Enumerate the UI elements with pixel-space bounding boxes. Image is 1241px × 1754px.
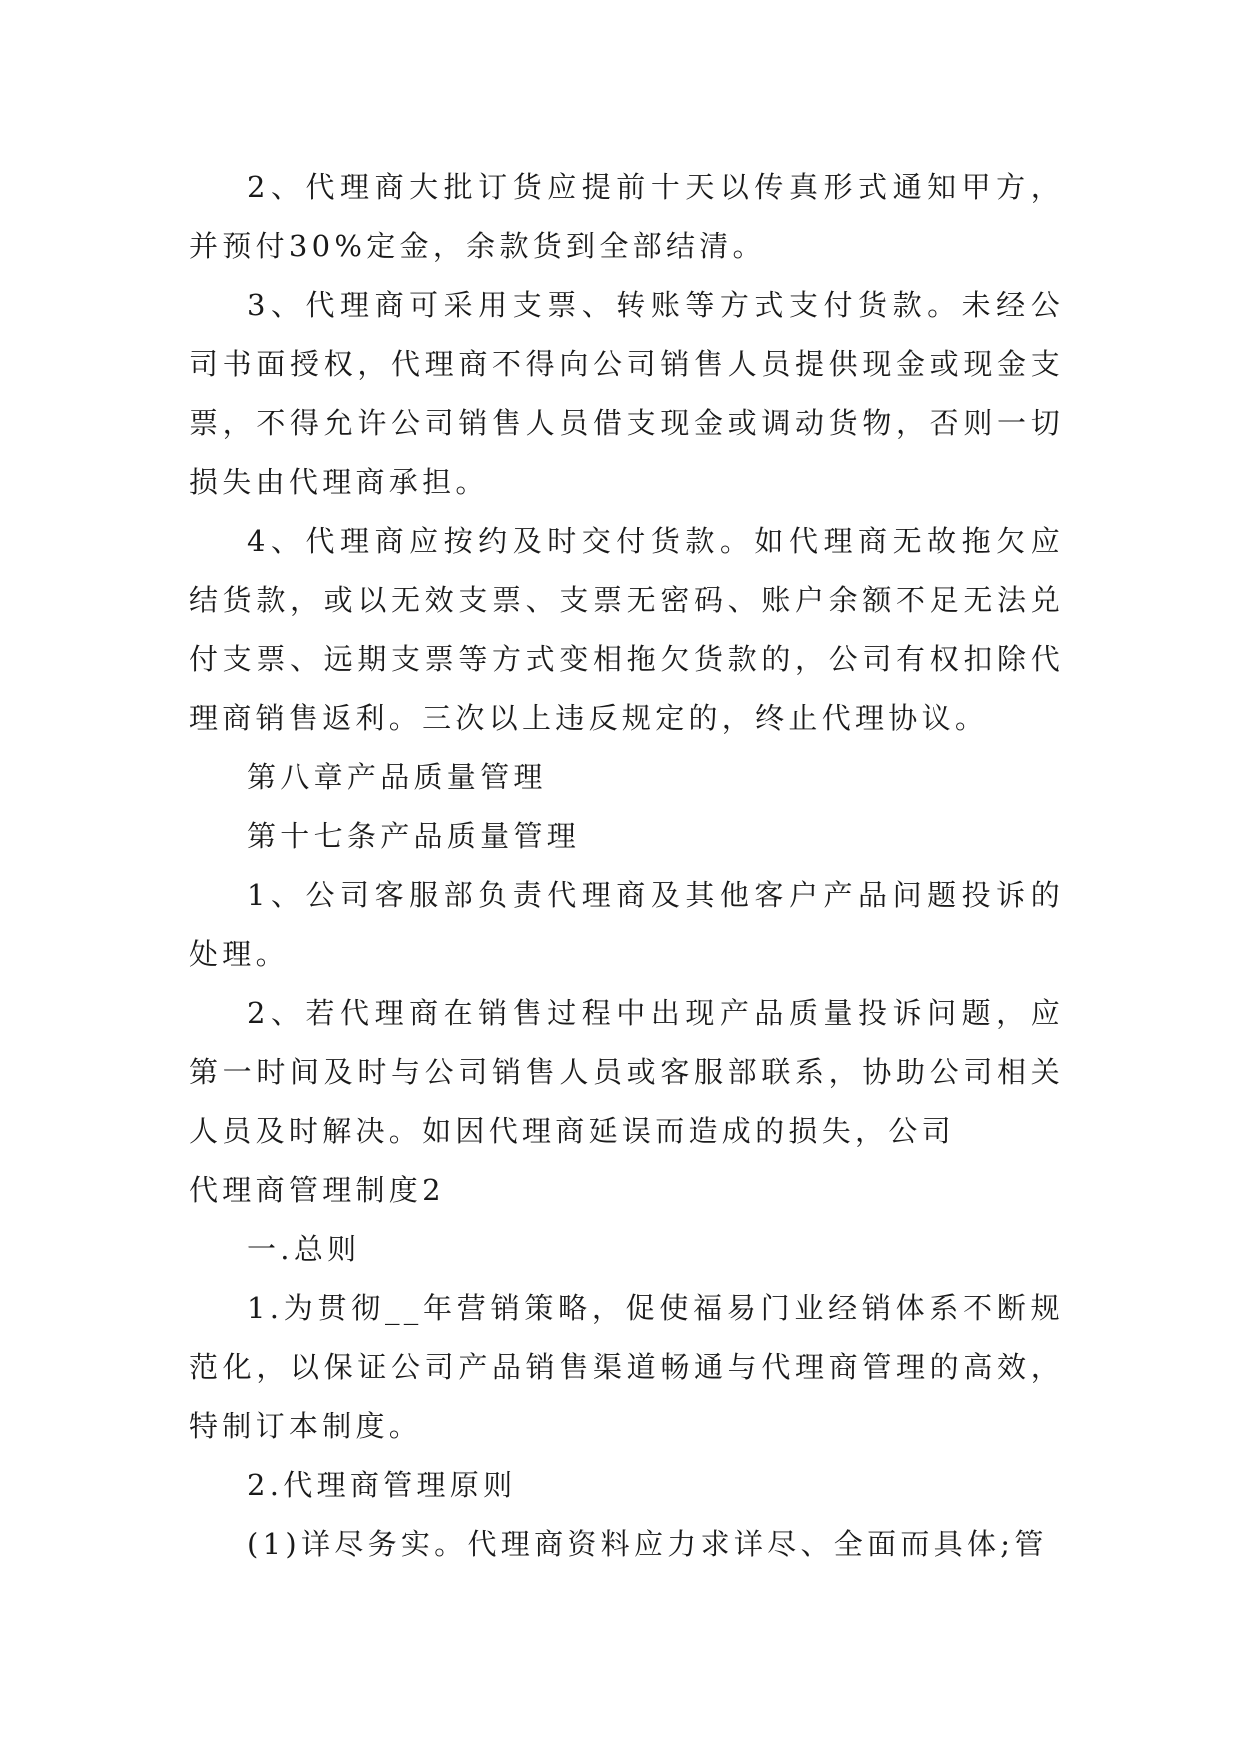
paragraph-payment-advance: 2、代理商大批订货应提前十天以传真形式通知甲方，并预付30%定金，余款货到全部结清。: [189, 170, 1064, 263]
paragraph-principle-1: (1)详尽务实。代理商资料应力求详尽、全面而具体;管: [247, 1527, 1048, 1561]
paragraph-principles-heading: 2.代理商管理原则: [247, 1468, 517, 1502]
paragraph-purpose: 1.为贯彻__年营销策略，促使福易门业经销体系不断规范化，以保证公司产品销售渠道畅通与代理商管理的高效，特制订本制度。: [189, 1291, 1064, 1443]
paragraph-complaint-handling: 1、公司客服部负责代理商及其他客户产品问题投诉的处理。: [189, 878, 1064, 971]
section-heading: 一.总则: [247, 1232, 361, 1266]
paragraph-payment-methods: 3、代理商可采用支票、转账等方式支付货款。未经公司书面授权，代理商不得向公司销售人员提供现金或现金支票，不得允许公司销售人员借支现金或调动货物，否则一切损失由代理商承担。: [189, 288, 1064, 499]
chapter-heading: 第八章产品质量管理: [247, 760, 547, 794]
article-heading: 第十七条产品质量管理: [247, 819, 581, 853]
document-title: 代理商管理制度2: [189, 1173, 445, 1207]
paragraph-quality-complaint: 2、若代理商在销售过程中出现产品质量投诉问题，应第一时间及时与公司销售人员或客服部联系，协助公司相关人员及时解决。如因代理商延误而造成的损失，公司: [189, 996, 1064, 1148]
document-body: [189, 158, 1064, 1574]
paragraph-payment-deadline: 4、代理商应按约及时交付货款。如代理商无故拖欠应结货款，或以无效支票、支票无密码、账户余额不足无法兑付支票、远期支票等方式变相拖欠货款的，公司有权扣除代理商销售返利。三次以上违反规定的，终止代理协议。: [189, 524, 1064, 735]
